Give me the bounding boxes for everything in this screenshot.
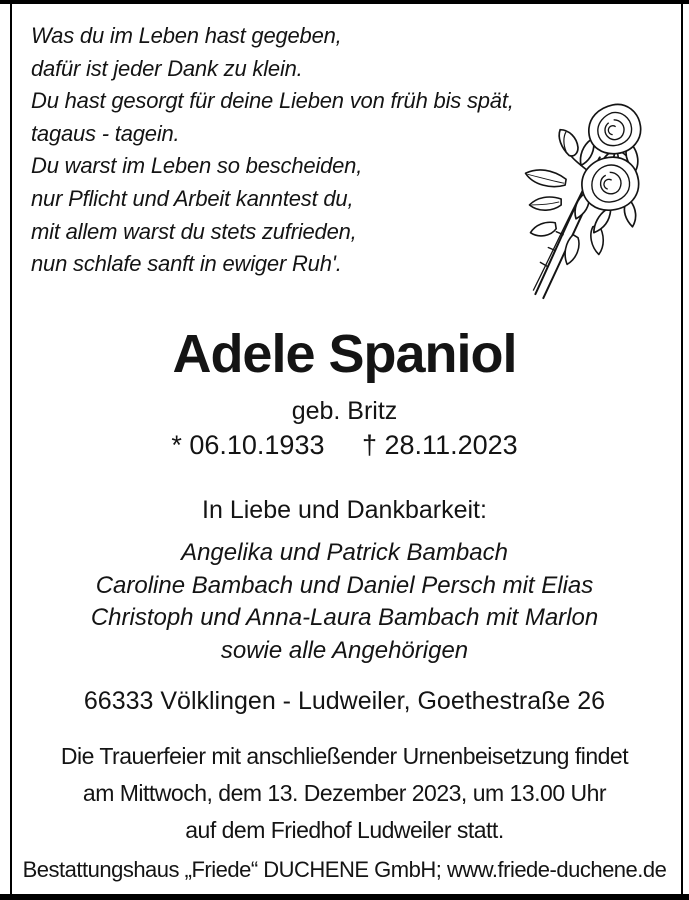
mourner-line: Christoph und Anna-Laura Bambach mit Marlon (90, 604, 599, 632)
funeral-home-footer: Bestattungshaus „Friede“ DUCHENE GmbH; www.friede-duchene.de (22, 857, 667, 882)
poem-line: Du hast gesorgt für deine Lieben von früh bis spät, (31, 88, 514, 114)
mourner-line: sowie alle Angehörigen (220, 636, 469, 664)
frame-top-border (0, 0, 689, 4)
memorial-poem (31, 20, 514, 281)
service-line: Die Trauerfeier mit anschließender Urnenbeisetzung findet (60, 743, 629, 769)
frame-bottom-border (0, 894, 689, 900)
mourners-list (12, 537, 677, 667)
deceased-name: Adele Spaniol (172, 324, 517, 384)
life-dates (12, 430, 677, 461)
mourner-line: Angelika und Patrick Bambach (181, 539, 508, 566)
tribute-intro: In Liebe und Dankbarkeit: (202, 496, 487, 524)
death-date: † 28.11.2023 (362, 430, 518, 460)
birth-date: * 06.10.1933 (171, 430, 325, 460)
poem-line: dafür ist jeder Dank zu klein. (31, 55, 303, 81)
mourner-line: Caroline Bambach und Daniel Persch mit Elias (95, 571, 594, 599)
funeral-service-info (12, 738, 677, 849)
poem-line: nun schlafe sanft in ewiger Ruh'. (31, 251, 342, 277)
poem-line: Du warst im Leben so bescheiden, (31, 153, 363, 179)
maiden-name: geb. Britz (291, 397, 398, 425)
poem-line: Was du im Leben hast gegeben, (31, 23, 342, 48)
poem-line: nur Pflicht und Arbeit kanntest du, (31, 185, 354, 211)
rose-icon (503, 96, 653, 304)
family-address: 66333 Völklingen - Ludweiler, Goethestraße 26 (83, 687, 606, 715)
poem-line: tagaus - tagein. (31, 120, 180, 146)
frame-right-border (681, 0, 683, 900)
service-line: auf dem Friedhof Ludweiler statt. (185, 817, 504, 843)
poem-line: mit allem warst du stets zufrieden, (31, 218, 357, 244)
service-line: am Mittwoch, dem 13. Dezember 2023, um 13.00 Uhr (82, 780, 607, 806)
